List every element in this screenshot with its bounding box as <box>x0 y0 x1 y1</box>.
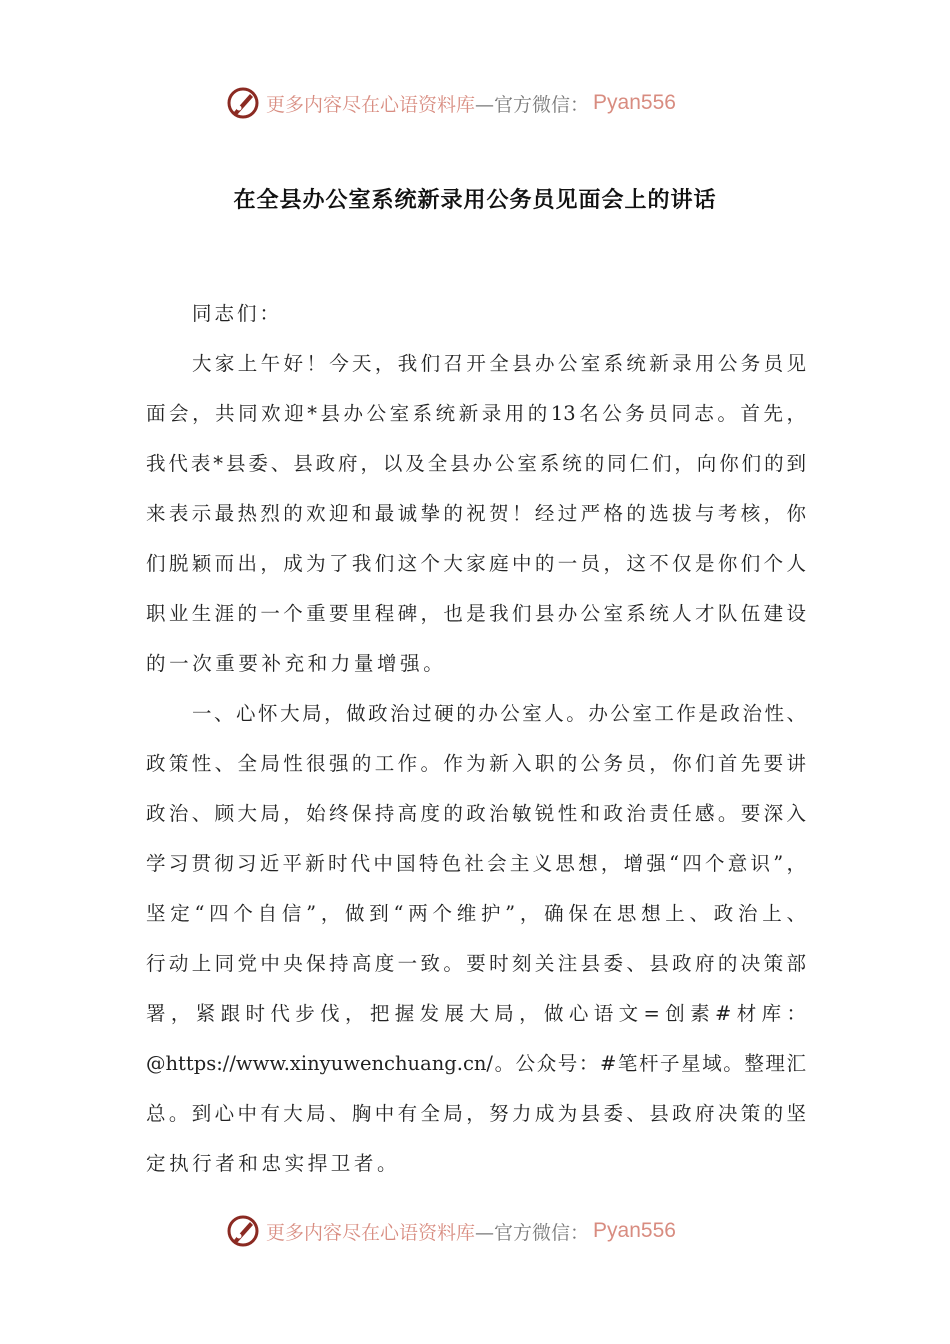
paragraph-line: 行动上同党中央保持高度一致。要时刻关注县委、县政府的决策部 <box>146 952 806 975</box>
paragraph-line: 一、心怀大局，做政治过硬的办公室人。办公室工作是政治性、 <box>192 702 806 725</box>
watermark-text: 更多内容尽在心语资料库 <box>266 1221 476 1244</box>
paragraph-line: 来表示最热烈的欢迎和最诚挚的祝贺！经过严格的选拔与考核，你 <box>146 502 806 525</box>
paragraph-line: 署，紧跟时代步伐，把握发展大局，做心语文=创素#材库： <box>146 1002 806 1025</box>
watermark-wechat-label: —官方微信： <box>475 93 590 116</box>
paragraph-line: 定执行者和忠实捍卫者。 <box>146 1152 401 1175</box>
paragraph-line: 的一次重要补充和力量增强。 <box>146 652 447 675</box>
paragraph-line: 政治、顾大局，始终保持高度的政治敏锐性和政治责任感。要深入 <box>146 802 806 825</box>
watermark-text: 更多内容尽在心语资料库 <box>266 93 476 116</box>
document-title: 在全县办公室系统新录用公务员见面会上的讲话 <box>233 188 717 213</box>
paragraph-line: 总。到心中有大局、胸中有全局，努力成为县委、县政府决策的坚 <box>146 1102 806 1125</box>
watermark-wechat-label: —官方微信： <box>475 1221 590 1244</box>
paragraph-line: 坚定“四个自信”，做到“两个维护”，确保在思想上、政治上、 <box>146 902 806 925</box>
paragraph-line: 政策性、全局性很强的工作。作为新入职的公务员，你们首先要讲 <box>146 752 806 775</box>
paragraph-line: @https://www.xinyuwenchuang.cn/。公众号：#笔杆子星域。整理汇 <box>146 1052 806 1075</box>
paragraph-line: 学习贯彻习近平新时代中国特色社会主义思想，增强“四个意识”， <box>146 852 806 875</box>
watermark-footer <box>226 1213 676 1249</box>
document-body <box>146 296 806 1196</box>
paragraph-line: 面会，共同欢迎*县办公室系统新录用的13名公务员同志。首先， <box>146 402 806 425</box>
paragraph <box>146 346 806 696</box>
paragraph <box>146 696 806 1196</box>
paragraph-line: 职业生涯的一个重要里程碑，也是我们县办公室系统人才队伍建设 <box>146 602 806 625</box>
pen-logo-icon <box>226 86 260 120</box>
watermark-wechat-id: Pyan556 <box>593 91 676 114</box>
watermark-header <box>226 85 676 121</box>
paragraph-line: 大家上午好！今天，我们召开全县办公室系统新录用公务员见 <box>192 352 806 375</box>
watermark-wechat-id: Pyan556 <box>593 1219 676 1242</box>
greeting: 同志们： <box>192 302 283 325</box>
pen-logo-icon <box>226 1214 260 1248</box>
paragraph-line: 我代表*县委、县政府，以及全县办公室系统的同仁们，向你们的到 <box>146 452 806 475</box>
paragraph-line: 们脱颖而出，成为了我们这个大家庭中的一员，这不仅是你们个人 <box>146 552 806 575</box>
